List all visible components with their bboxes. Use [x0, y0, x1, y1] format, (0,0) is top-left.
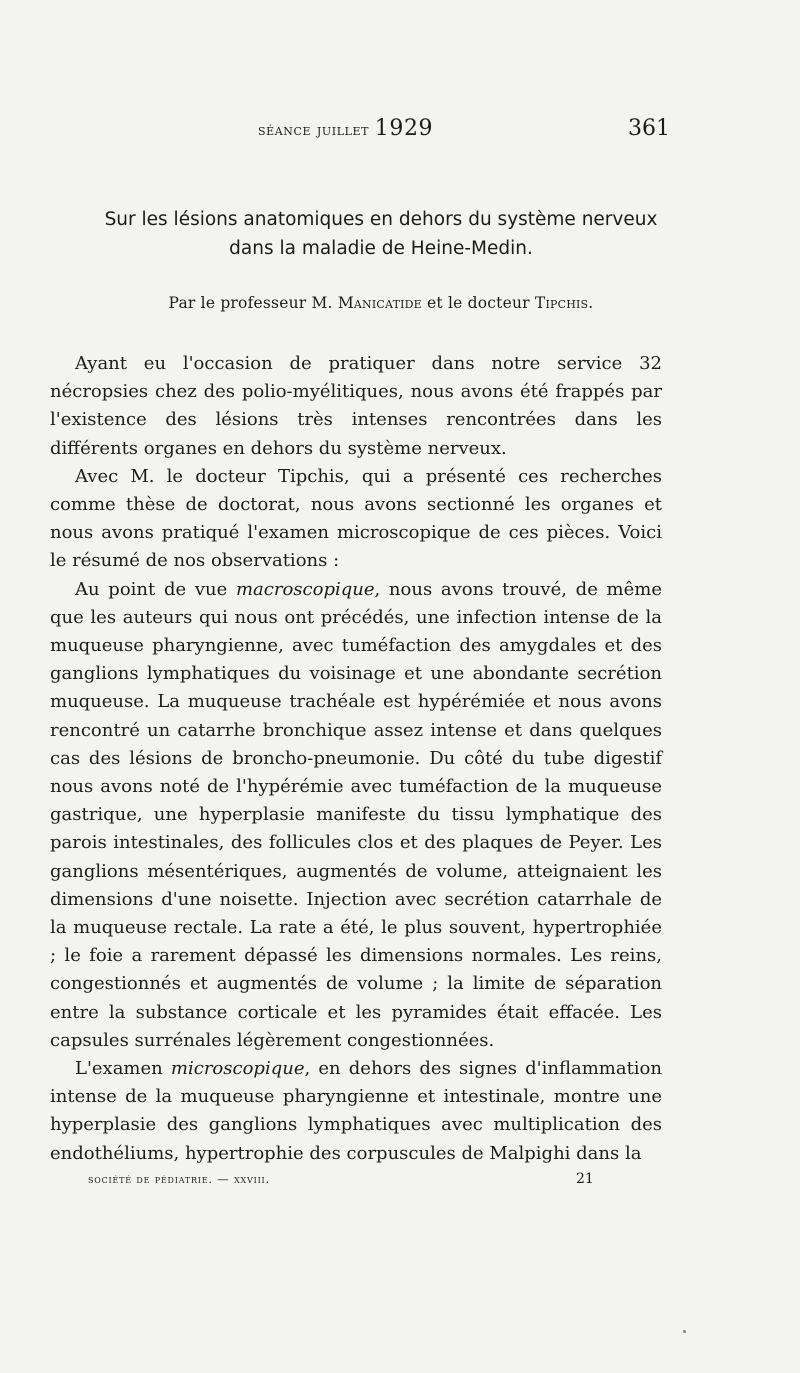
article-title-line-1: Sur les lésions anatomiques en dehors du système nerveux: [104, 209, 658, 230]
byline-prefix: Par le professeur M.: [168, 294, 333, 312]
article-title: [50, 205, 712, 263]
page-number: 361: [628, 116, 670, 141]
paragraph-3-italic: macroscopique: [235, 578, 375, 600]
article-body: [50, 350, 662, 1168]
paragraph-2: Avec M. le docteur Tipchis, qui a présenté ces recherches comme thèse de doctorat, nous avons sectionné les organes et nous avons pratiqué l'examen microscopique de ces pièces. Voici le résumé de nos observations :: [50, 465, 662, 572]
running-title: [258, 114, 433, 145]
article-title-line-2: dans la maladie de Heine-Medin.: [229, 238, 533, 259]
footer-journal: société de pédiatrie. — xxviii.: [88, 1172, 270, 1186]
byline-end: .: [588, 294, 594, 312]
author-name-2: Tipchis: [534, 294, 589, 312]
paragraph-4-start: L'examen: [75, 1058, 163, 1080]
byline-middle: et le docteur: [427, 294, 530, 312]
author-name-1: Manicatide: [337, 294, 422, 312]
paragraph-4: [50, 1055, 662, 1168]
paragraph-1: Ayant eu l'occasion de pratiquer dans notre service 32 nécropsies chez des polio-myélitiques, nous avons été frappés par l'existence des lésions très intenses rencontrées dans les différents organes en dehors du système nerveux.: [50, 353, 662, 459]
paragraph-3-rest: , nous avons trouvé, de même que les auteurs qui nous ont précédés, une infection intense de la muqueuse pharyngienne, avec tuméfaction des amygdales et des ganglions lymphatiques du voisinage et une abondante secrétion muqueuse. La muqueuse trachéale est hypérémiée et nous avons rencontré un catarrhe bronchique assez intense et dans quelques cas des lésions de broncho-pneumonie. Du côté du tube digestif nous avons noté de l'hypérémie avec tuméfaction de la muqueuse gastrique, une hyperplasie manifeste du tissu lymphatique des parois intestinales, des follicules clos et des plaques de Peyer. Les ganglions mésentériques, augmentés de volume, atteignaient les dimensions d'une noisette. Injection avec secrétion catarrhale de la muqueuse rectale. La rate a été, le plus souvent, hypertrophiée ; le foie a rarement dépassé les dimensions normales. Les reins, congestionnés et augmentés de volume ; la limite de séparation entre la substance corticale et les pyramides était effacée. Les capsules surrénales légèrement congestionnées.: [50, 578, 662, 1051]
running-title-text: séance juillet: [258, 120, 370, 139]
page-footer: [0, 1168, 800, 1190]
byline: [50, 291, 712, 315]
paragraph-4-italic: microscopique: [170, 1058, 305, 1080]
paragraph-3: [50, 576, 662, 1055]
paragraph-3-start: Au point de vue: [75, 578, 228, 600]
signature-mark: 21: [576, 1171, 594, 1187]
paper-speck: [683, 1330, 686, 1333]
running-head: [0, 114, 800, 144]
paragraph-4-rest: , en dehors des signes d'inflammation intense de la muqueuse pharyngienne et intestinale, montre une hyperplasie des ganglions lymphatiques avec multiplication des endothéliums, hypertrophie des corpuscules de Malpighi dans la: [50, 1058, 662, 1164]
running-year: 1929: [374, 116, 434, 141]
